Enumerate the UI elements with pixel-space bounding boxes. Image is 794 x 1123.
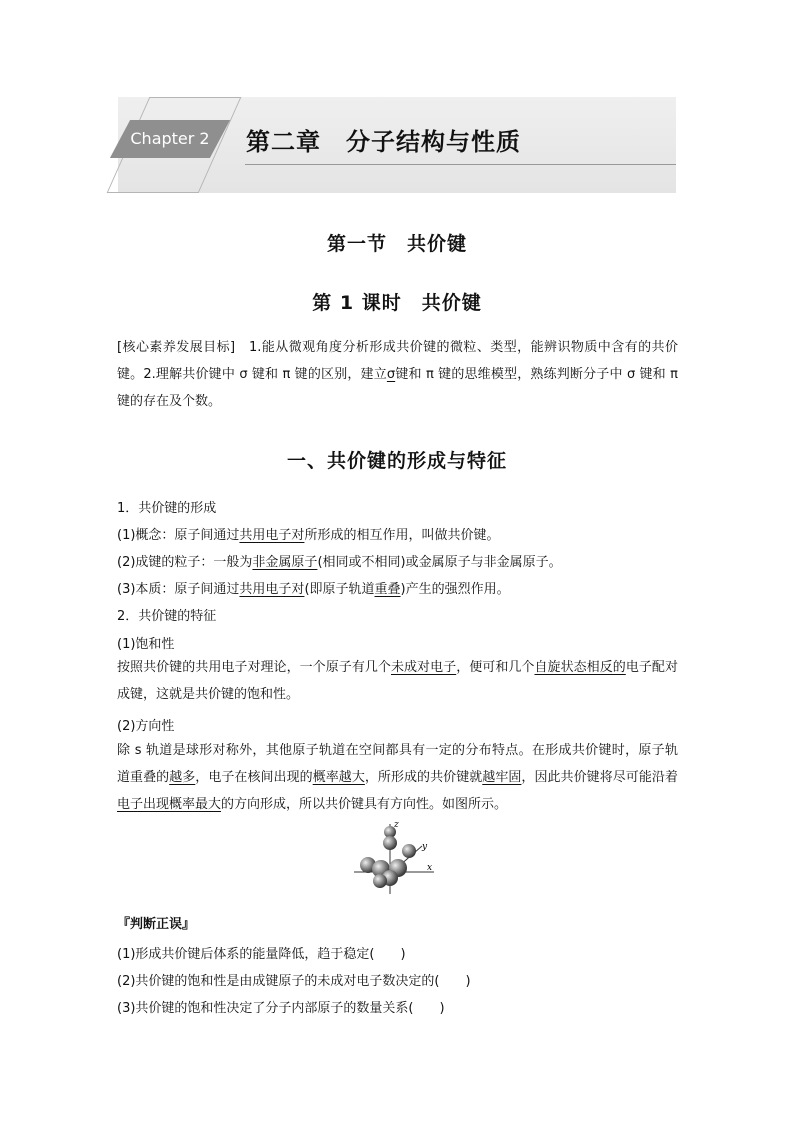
banner-divider (245, 164, 676, 165)
features-title: 2．共价键的特征 (117, 609, 217, 624)
saturation-title: (1)饱和性 (117, 637, 175, 652)
part-heading: 一、共价键的形成与特征 (286, 450, 507, 472)
section-heading: 第一节 共价键 (326, 233, 467, 255)
formation-title: 1．共价键的形成 (117, 501, 217, 516)
learning-goals: [核心素养发展目标] 1.能从微观角度分析形成共价键的微粒、类型，能辨识物质中含有的共价键。2.理解共价键中 σ 键和 π 键的区别，建立σ键和 π 键的思维模型，熟练判断分子中 σ 键和 π 键的存在及个数。 (117, 340, 678, 409)
judge-title: 『判断正误』 (117, 917, 196, 932)
formation-particles: (2)成键的粒子：一般为非金属原子(相同或不相同)或金属原子与非金属原子。 (117, 555, 562, 570)
chapter-title: 第二章 分子结构与性质 (246, 128, 521, 156)
lesson-heading: 第 1 课时 共价键 (312, 292, 482, 314)
orbital-overlap-figure (350, 818, 440, 896)
chapter-tag (120, 120, 220, 158)
judge-item: (1)形成共价键后体系的能量降低，趋于稳定( ) (117, 947, 406, 962)
judge-item: (2)共价键的饱和性是由成键原子的未成对电子数决定的( ) (117, 974, 471, 989)
chapter-tag-label: Chapter 2 (130, 129, 210, 148)
goals-label: [核心素养发展目标] (117, 340, 236, 355)
saturation-text: 按照共价键的共用电子对理论，一个原子有几个未成对电子，便可和几个自旋状态相反的电子配对成键，这就是共价键的饱和性。 (117, 660, 678, 702)
judge-item: (3)共价键的饱和性决定了分子内部原子的数量关系( ) (117, 1001, 445, 1016)
formation-essence: (3)本质：原子间通过共用电子对(即原子轨道重叠)产生的强烈作用。 (117, 582, 510, 597)
formation-concept: (1)概念：原子间通过共用电子对所形成的相互作用，叫做共价键。 (117, 528, 500, 543)
axis-x-label: x (427, 863, 433, 873)
axis-y-label: y (422, 842, 428, 852)
axis-z-label: z (394, 820, 399, 830)
direction-title: (2)方向性 (117, 719, 175, 734)
direction-text: 除 s 轨道是球形对称外，其他原子轨道在空间都具有一定的分布特点。在形成共价键时，原子轨道重叠的越多，电子在核间出现的概率越大，所形成的共价键就越牢固，因此共价键将尽可能沿着电子出现概率最大的方向形成，所以共价键具有方向性。如图所示。 (117, 743, 678, 812)
